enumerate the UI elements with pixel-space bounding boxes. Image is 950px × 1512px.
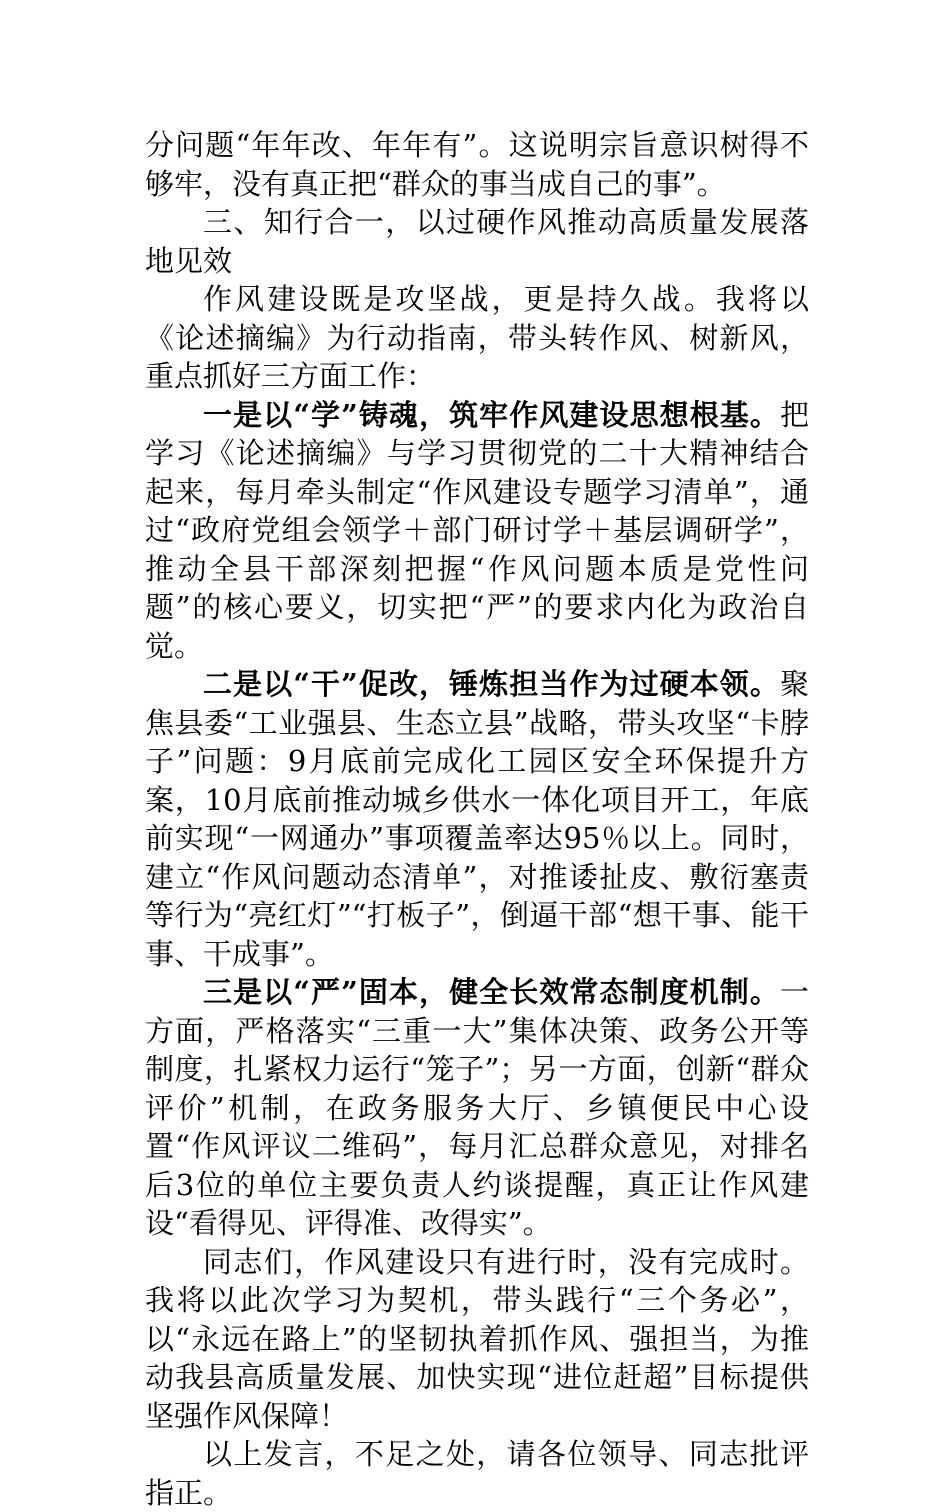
paragraph-intro [145, 280, 809, 396]
paragraph-text: 一方面，严格落实“三重一大”集体决策、政务公开等制度，扎紧权力运行“笼子”；另一方面，创新“群众评价”机制，在政务服务大厅、乡镇便民中心设置“作风评议二维码”，每月汇总群众意见，对排名后3位的单位主要负责人约谈提醒，真正让作风建设“看得见、评得准、改得实”。 [145, 975, 809, 1240]
section-heading [145, 203, 809, 280]
paragraph-text: 作风建设既是攻坚战，更是持久战。我将以《论述摘编》为行动指南，带头转作风、树新风，重点抓好三方面工作： [145, 282, 809, 393]
paragraph-text: 分问题“年年改、年年有”。这说明宗旨意识树得不够牢，没有真正把“群众的事当成自己的事”。 [145, 128, 809, 201]
paragraph-lead: 二是以“干”促改，锤炼担当作为过硬本领。 [203, 667, 780, 701]
paragraph-point-one [145, 396, 809, 666]
paragraph-continuation [145, 126, 809, 203]
paragraph-text: 聚焦县委“工业强县、生态立县”战略，带头攻坚“卡脖子”问题：9月底前完成化工园区安全环保提升方案，10月底前推动城乡供水一体化项目开工，年底前实现“一网通办”事项覆盖率达95％以上。同时，建立“作风问题动态清单”，对推诿扯皮、敷衍塞责等行为“亮红灯”“打板子”，倒逼干部“想干事、能干事、干成事”。 [145, 667, 809, 971]
section-heading-text: 三、知行合一，以过硬作风推动高质量发展落地见效 [145, 205, 809, 278]
paragraph-closing [145, 1243, 809, 1436]
paragraph-final [145, 1435, 809, 1512]
paragraph-point-three [145, 973, 809, 1243]
document-body [145, 126, 809, 1512]
paragraph-text: 把学习《论述摘编》与学习贯彻党的二十大精神结合起来，每月牵头制定“作风建设专题学习清单”，通过“政府党组会领学＋部门研讨学＋基层调研学”，推动全县干部深刻把握“作风问题本质是党性问题”的核心要义，切实把“严”的要求内化为政治自觉。 [145, 397, 809, 663]
paragraph-point-two [145, 665, 809, 973]
paragraph-lead: 三是以“严”固本，健全长效常态制度机制。 [203, 975, 780, 1009]
paragraph-lead: 一是以“学”铸魂，筑牢作风建设思想根基。 [203, 397, 780, 432]
paragraph-text: 同志们，作风建设只有进行时，没有完成时。我将以此次学习为契机，带头践行“三个务必”，以“永远在路上”的坚韧执着抓作风、强担当，为推动我县高质量发展、加快实现“进位赶超”目标提供坚强作风保障！ [145, 1244, 809, 1433]
paragraph-text: 以上发言，不足之处，请各位领导、同志批评指正。 [145, 1437, 809, 1510]
